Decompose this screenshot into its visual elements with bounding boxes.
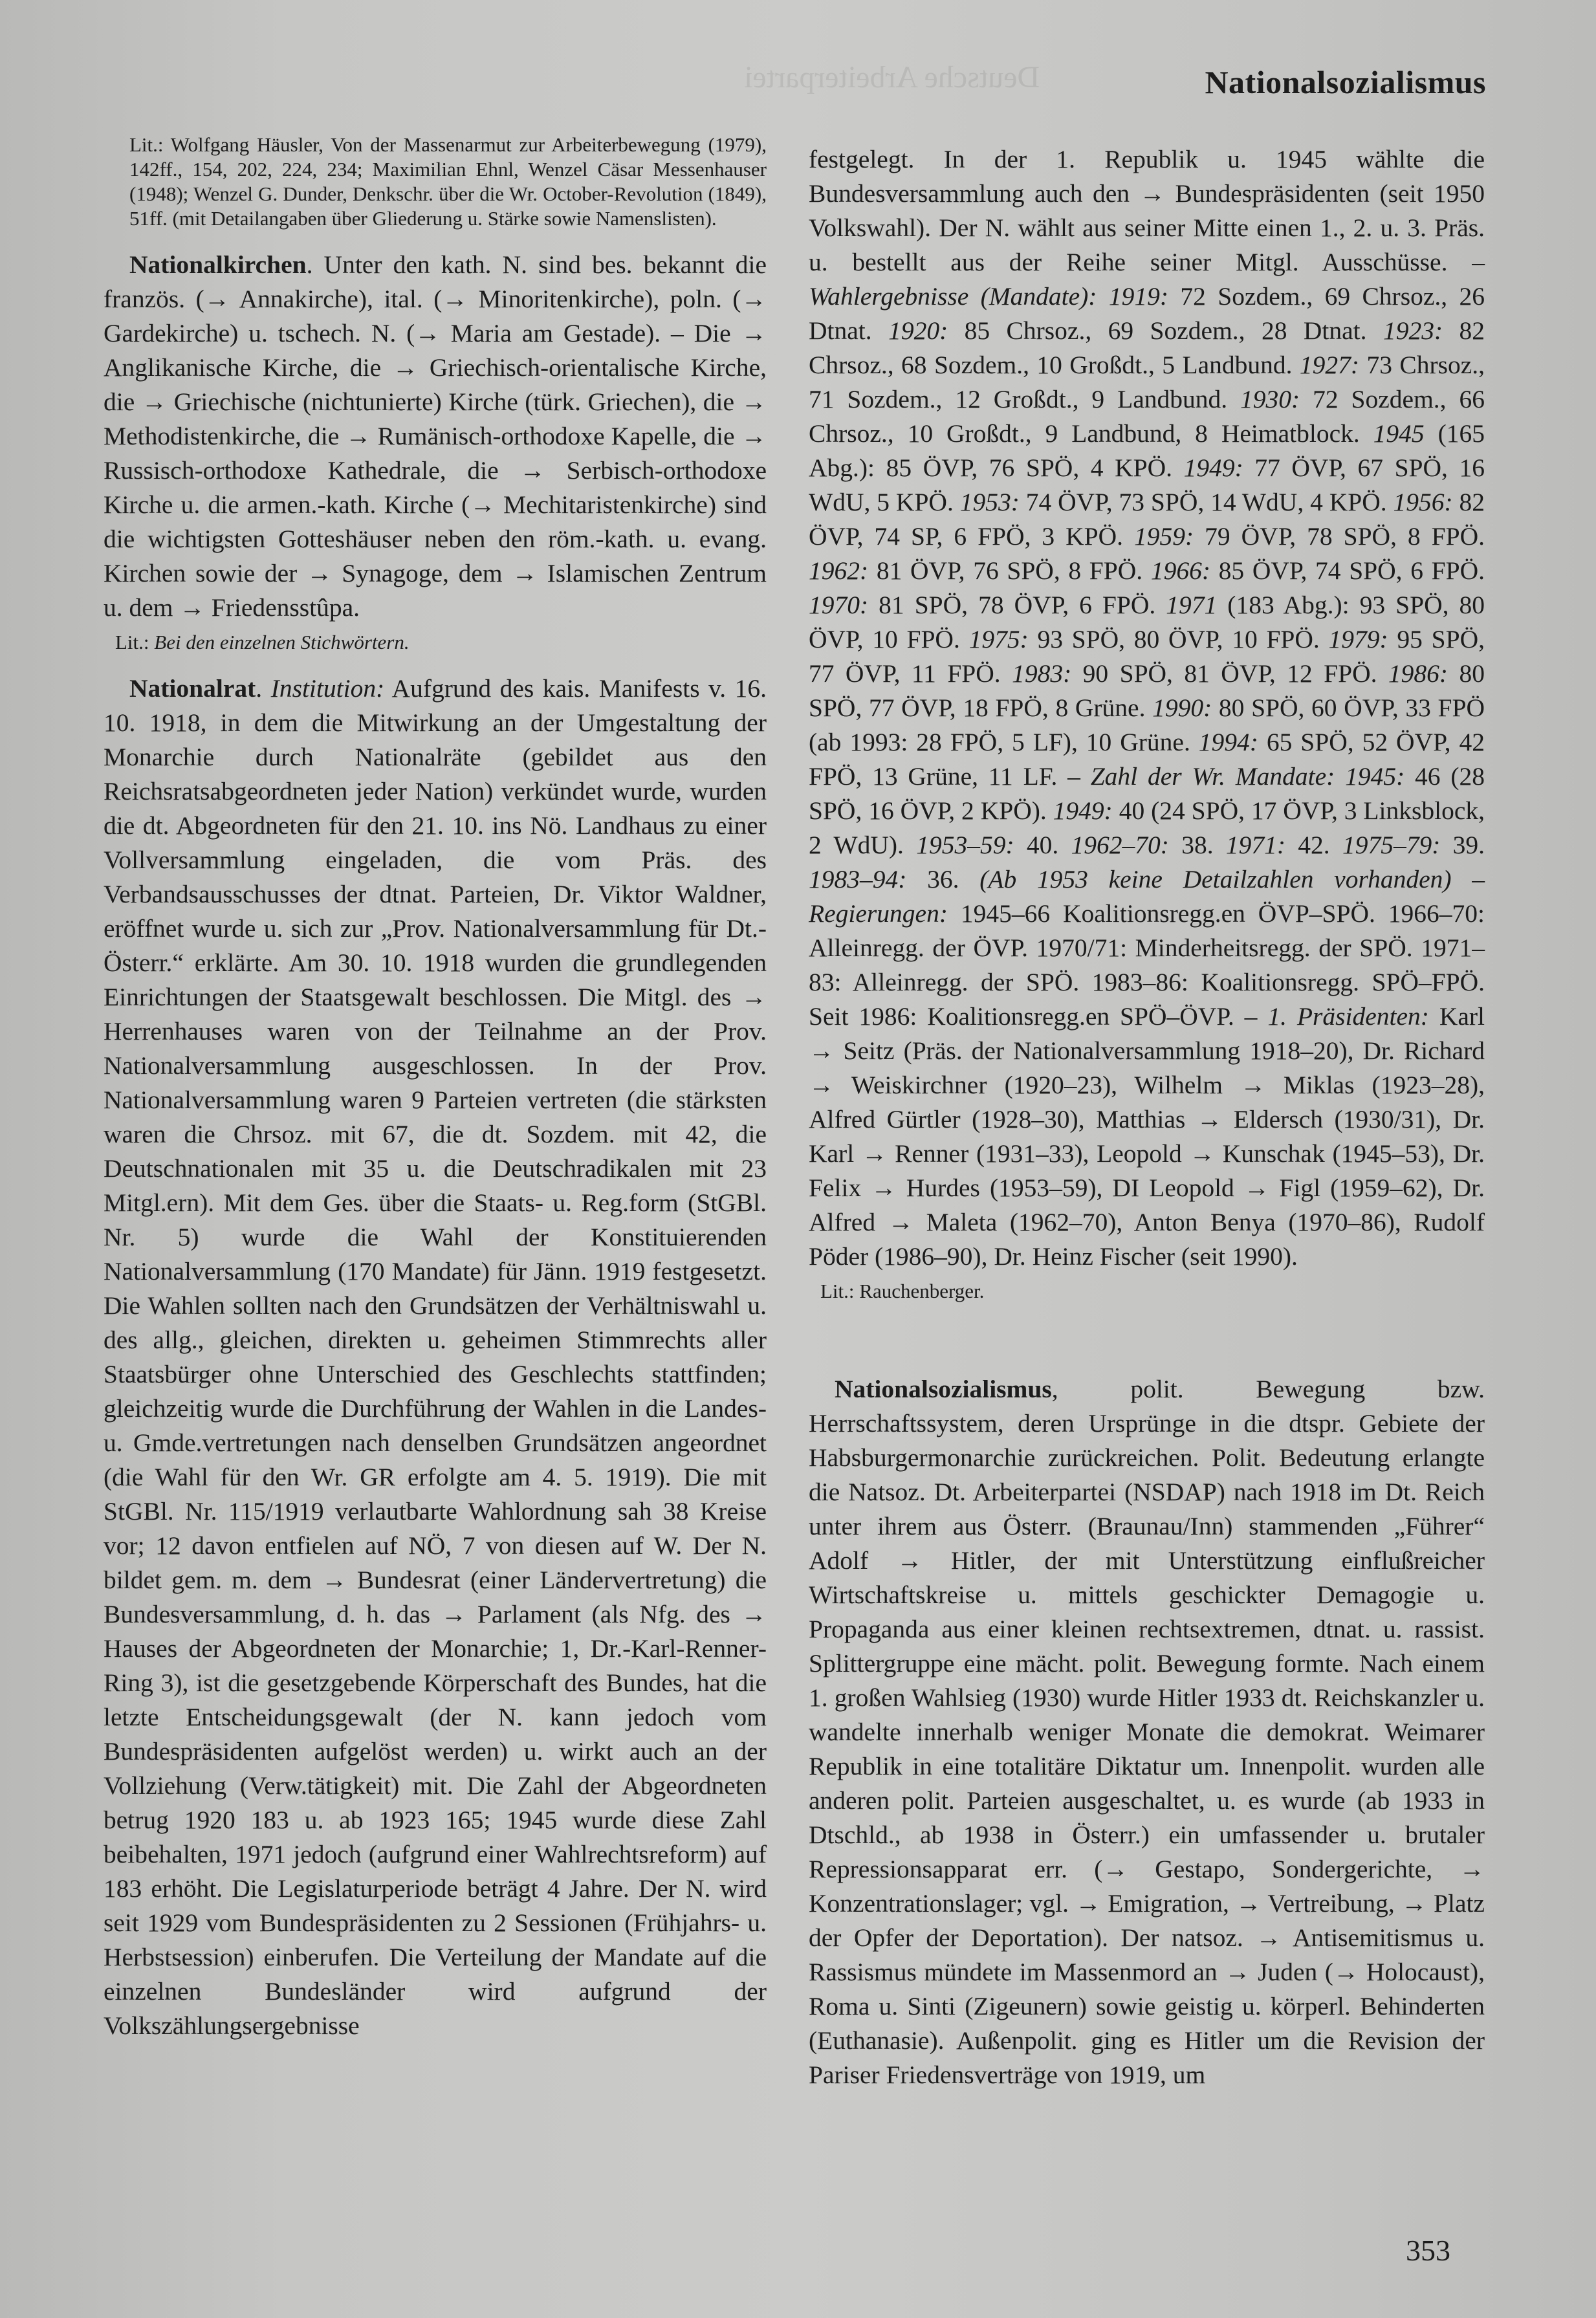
entry-text: 85 Chrsoz., 69 Sozdem., 28 Dtnat. [948, 316, 1383, 345]
bleed-through-text: Deutsche Arbeiterpartei [744, 60, 1040, 94]
year-label: 1983–94: [809, 865, 907, 893]
entry-nationalrat-continued [809, 142, 1485, 1274]
literature-note-kirchen [115, 630, 767, 655]
entry-text: 38. [1168, 831, 1226, 859]
entry-text: 85 ÖVP, 74 SPÖ, 6 FPÖ. [1210, 556, 1485, 585]
entry-text: 80 SPÖ, 77 ÖVP, 18 FPÖ, 8 Grüne. [809, 659, 1485, 722]
literature-text: Lit.: Rauchenberger. [820, 1280, 985, 1302]
entry-text: 65 SPÖ, 52 ÖVP, 42 FPÖ, 13 Grüne, 11 LF. – [809, 728, 1485, 791]
entry-text: 82 ÖVP, 74 SP, 6 FPÖ, 3 KPÖ. [809, 488, 1485, 551]
year-label: 1962: [809, 556, 869, 585]
entry-text: 81 SPÖ, 78 ÖVP, 6 FPÖ. [868, 591, 1166, 619]
entry-text: 73 Chrsoz., 71 Sozdem., 12 Großdt., 9 Landbund. [809, 351, 1485, 413]
headword: Nationalkirchen [129, 250, 307, 279]
section-label: Zahl der Wr. Mandate: 1945: [1090, 762, 1405, 791]
page-number: 353 [1406, 2234, 1450, 2267]
headword: Nationalrat [129, 674, 256, 703]
literature-note-nationalrat [820, 1279, 1485, 1304]
year-label: 1930: [1240, 385, 1300, 413]
year-label: 1953–59: [916, 831, 1014, 859]
year-label: 1975–79: [1342, 831, 1441, 859]
entry-text: 72 Sozdem., 69 Chrsoz., 26 Dtnat. [809, 282, 1485, 345]
year-label: 1975: [968, 625, 1029, 653]
year-label: 1949: [1053, 796, 1113, 825]
entry-text: (165 Abg.): 85 ÖVP, 76 SPÖ, 4 KPÖ. [809, 419, 1485, 482]
year-label: 1923: [1383, 316, 1443, 345]
entry-separator [809, 1320, 1485, 1372]
year-label: 1983: [1012, 659, 1072, 688]
section-label: Institution: [270, 674, 385, 703]
entry-text: 81 ÖVP, 76 SPÖ, 8 FPÖ. [868, 556, 1151, 585]
entry-text: Aufgrund des kais. Manifests v. 16. 10. 1918, in dem die Mitwirkung an der Umgestaltung der Monarchie durch Nationalräte (gebildet aus den Reichsratsabgeordneten jeder Nation) verkündet wurde, wurden die dt. Abgeordneten für den 21. 10. ins Nö. Landhaus zu einer Vollversammlung eingeladen, die vom Präs. des Verbandsausschusses der dtnat. Parteien, Dr. Viktor Waldner, eröffnet wurde u. sich zur „Prov. Nationalversammlung für Dt.-Österr.“ erklärte. Am 30. 10. 1918 wurden die grundlegenden Einrichtungen der Staatsgewalt beschlossen. Die Mitgl. des → Herrenhauses waren von der Teilnahme an der Prov. Nationalversammlung ausgeschlossen. In der Prov. Nationalversammlung waren 9 Parteien vertreten (die stärksten waren die Chrsoz. mit 67, die dt. Sozdem. mit 42, die Deutschnationalen mit 35 u. die Deutschradikalen mit 23 Mitgl.ern). Mit dem Ges. über die Staats- u. Reg.form (StGBl. Nr. 5) wurde die Wahl der Konstituierenden Nationalversammlung (170 Mandate) für Jänn. 1919 festgesetzt. Die Wahlen sollten nach den Grundsätzen der Verhältniswahl u. des allg., gleichen, direkten u. geheimen Stimmrechts aller Staatsbürger ohne Unterschied des Geschlechts stattfinden; gleichzeitig wurde die Durchführung der Wahlen in die Landes- u. Gmde.vertretungen nach denselben Grundsätzen angeordnet (die Wahl für den Wr. GR erfolgte am 4. 5. 1919). Die mit StGBl. Nr. 115/1919 verlautbarte Wahlordnung sah 38 Kreise vor; 12 davon entfielen auf NÖ, 7 von diesen auf W. Der N. bildet gem. m. dem → Bundesrat (einer Ländervertretung) die Bundesversammlung, d. h. das → Parlament (als Nfg. des → Hauses der Abgeordneten der Monarchie; 1, Dr.-Karl-Renner-Ring 3), ist die gesetzgebende Körperschaft des Bundes, hat die letzte Entscheidungsgewalt (der N. kann jedoch vom Bundespräsidenten aufgelöst werden) u. wirkt auch an der Vollziehung (Verw.tätigkeit) mit. Die Zahl der Abgeordneten betrug 1920 183 u. ab 1923 165; 1945 wurde diese Zahl beibehalten, 1971 jedoch (aufgrund einer Wahlrechtsreform) auf 183 erhöht. Die Legislaturperiode beträgt 4 Jahre. Der N. wird seit 1929 vom Bundespräsidenten zu 2 Sessionen (Frühjahrs- u. Herbstsession) einberufen. Die Verteilung der Mandate auf die einzelnen Bundesländer wird aufgrund der Volkszählungsergebnisse [104, 674, 767, 2040]
literature-text: Lit.: Wolfgang Häusler, Von der Massenarmut zur Arbeiterbewegung (1979), 142ff., 154, 202, 224, 234; Maximilian Ehnl, Wenzel Cäsar Messenhauser (1948); Wenzel G. Dunder, Denkschr. über die Wr. October-Revolution (1849), 51ff. (mit Detailangaben über Gliederung u. Stärke sowie Namenslisten). [129, 133, 767, 230]
literature-note-previous [104, 133, 767, 231]
entry-text: (183 Abg.): 93 SPÖ, 80 ÖVP, 10 FPÖ. [809, 591, 1485, 653]
entry-text: 42. [1285, 831, 1342, 859]
year-label: 1927: [1299, 351, 1360, 379]
section-label: Wahlergebnisse (Mandate): 1919: [809, 282, 1168, 311]
year-label: 1945 [1373, 419, 1425, 448]
year-label: 1994: [1198, 728, 1258, 756]
entry-text: 40. [1014, 831, 1071, 859]
entry-text: 46 (28 SPÖ, 16 ÖVP, 2 KPÖ). [809, 762, 1485, 825]
entry-nationalrat: Nationalrat. Institution: Aufgrund des kais. Manifests v. 16. 10. 1918, in dem die Mitwirkung an der Umgestaltung der Monarchie durch Nationalräte (gebildet aus den Reichsratsabgeordneten jeder Nation) verkündet wurde, wurden die dt. Abgeordneten für den 21. 10. ins Nö. Landhaus zu einer Vollversammlung eingeladen, die vom Präs. des Verbandsausschusses der dtnat. Parteien, Dr. Viktor Waldner, eröffnet wurde u. sich zur „Prov. Nationalversammlung für Dt.-Österr.“ erklärte. Am 30. 10. 1918 wurden die grundlegenden Einrichtungen der Staatsgewalt beschlossen. Die Mitgl. des → Herrenhauses waren von der Teilnahme an der Prov. Nationalversammlung ausgeschlossen. In der Prov. Nationalversammlung waren 9 Parteien vertreten (die stärksten waren die Chrsoz. mit 67, die dt. Sozdem. mit 42, die Deutschnationalen mit 35 u. die Deutschradikalen mit 23 Mitgl.ern). Mit dem Ges. über die Staats- u. Reg.form (StGBl. Nr. 5) wurde die Wahl der Konstituierenden Nationalversammlung (170 Mandate) für Jänn. 1919 festgesetzt. Die Wahlen sollten nach den Grundsätzen der Verhältniswahl u. des allg., gleichen, direkten u. geheimen Stimmrechts aller Staatsbürger ohne Unterschied des Geschlechts stattfinden; gleichzeitig wurde die Durchführung der Wahlen in die Landes- u. Gmde.vertretungen nach denselben Grundsätzen angeordnet (die Wahl für den Wr. GR erfolgte am 4. 5. 1919). Die mit StGBl. Nr. 115/1919 verlautbarte Wahlordnung sah 38 Kreise vor; 12 davon entfielen auf NÖ, 7 von diesen auf W. Der N. bildet gem. m. dem → Bundesrat (einer Ländervertretung) die Bundesversammlung, d. h. das → Parlament (als Nfg. des → Hauses der Abgeordneten der Monarchie; 1, Dr.-Karl-Renner-Ring 3), ist die gesetzgebende Körperschaft des Bundes, hat die letzte Entscheidungsgewalt (der N. kann jedoch vom Bundespräsidenten aufgelöst werden) u. wirkt auch an der Vollziehung (Verw.tätigkeit) mit. Die Zahl der Abgeordneten betrug 1920 183 u. ab 1923 165; 1945 wurde diese Zahl beibehalten, 1971 jedoch (aufgrund einer Wahlrechtsreform) auf 183 erhöht. Die Legislaturperiode beträgt 4 Jahre. Der N. wird seit 1929 vom Bundespräsidenten zu 2 Sessionen (Frühjahrs- u. Herbstsession) einberufen. Die Verteilung der Mandate auf die einzelnen Bundesländer wird aufgrund der Volkszählungsergebnisse [104, 674, 767, 2040]
year-label: 1990: [1152, 694, 1212, 722]
entry-text: , polit. Bewegung bzw. Herrschaftssystem, deren Ursprünge in die dtspr. Gebiete der Habsburgermonarchie zurückreichen. Polit. Bedeutung erlangte die Natsoz. Dt. Arbeiterpartei (NSDAP) nach 1918 im Dt. Reich unter ihrem aus Österr. (Braunau/Inn) stammenden „Führer“ Adolf → Hitler, der mit Unterstützung einflußreicher Wirtschaftskreise u. mittels geschickter Demagogie u. Propaganda aus einer kleinen rechtsextremen, dtnat. u. rassist. Splittergruppe eine mächt. polit. Bewegung formte. Nach einem 1. großen Wahlsieg (1930) wurde Hitler 1933 dt. Reichskanzler u. wandelte innerhalb weniger Monate die demokrat. Weimarer Republik in eine totalitäre Diktatur um. Innenpolit. wurden alle anderen polit. Parteien ausgeschaltet, u. es wurde (ab 1933 in Dtschld., ab 1938 in Österr.) ein umfassender u. brutaler Repressionsapparat err. (→ Gestapo, Sondergerichte, → Konzentrationslager; vgl. → Emigration, → Vertreibung, → Platz der Opfer der Deportation). Der natsoz. → Antisemitismus u. Rassismus mündete im Massenmord an → Juden (→ Holocaust), Roma u. Sinti (Zigeunern) sowie geistig u. körperl. Behinderten (Euthanasie). Außenpolit. ging es Hitler um die Revision der Pariser Friedensverträge von 1919, um [809, 1375, 1485, 2089]
headword: Nationalsozialismus [835, 1375, 1052, 1403]
year-label: 1959: [1134, 522, 1194, 551]
entry-text: 80 SPÖ, 60 ÖVP, 33 FPÖ (ab 1993: 28 FPÖ, 5 LF), 10 Grüne. [809, 694, 1485, 756]
year-label: 1970: [809, 591, 869, 619]
entry-text: 36. [906, 865, 980, 893]
entry-text: 90 SPÖ, 81 ÖVP, 12 FPÖ. [1071, 659, 1388, 688]
year-label: 1956: [1393, 488, 1453, 516]
section-label: 1. Präsidenten: [1267, 1002, 1429, 1031]
entry-text: 40 (24 SPÖ, 17 ÖVP, 3 Linksblock, 2 WdU). [809, 796, 1485, 859]
year-label: 1979: [1328, 625, 1388, 653]
year-label: 1986: [1388, 659, 1448, 688]
year-label: 1966: [1150, 556, 1210, 585]
year-label: 1971: [1225, 831, 1286, 859]
entry-nationalsozialismus [809, 1372, 1485, 2092]
year-label: 1920: [888, 316, 948, 345]
section-label: (Ab 1953 keine Detailzahlen vorhanden) – Regierungen: [809, 865, 1485, 928]
running-head: Nationalsozialismus [1205, 64, 1486, 100]
entry-text: 95 SPÖ, 77 ÖVP, 11 FPÖ. [809, 625, 1485, 688]
year-label: 1953: [959, 488, 1020, 516]
left-column [104, 133, 767, 2043]
entry-text: 79 ÖVP, 78 SPÖ, 8 FPÖ. [1194, 522, 1485, 551]
entry-text: 77 ÖVP, 67 SPÖ, 16 WdU, 5 KPÖ. [809, 454, 1485, 516]
year-label: 1949: [1183, 454, 1243, 482]
right-column [809, 142, 1485, 2092]
entry-text: 72 Sozdem., 66 Chrsoz., 10 Großdt., 9 Landbund, 8 Heimatblock. [809, 385, 1485, 448]
entry-text: 82 Chrsoz., 68 Sozdem., 10 Großdt., 5 Landbund. [809, 316, 1485, 379]
entry-nationalkirchen [104, 248, 767, 625]
entry-text: 93 SPÖ, 80 ÖVP, 10 FPÖ. [1028, 625, 1329, 653]
literature-label: Lit.: [115, 631, 155, 653]
year-label: 1971 [1166, 591, 1218, 619]
entry-text: 1945–66 Koalitionsregg.en ÖVP–SPÖ. 1966–70: Alleinregg. der ÖVP. 1970/71: Minderheitsregg. der SPÖ. 1971–83: Alleinregg. der SPÖ. 1983–86: Koalitionsregg. SPÖ–FPÖ. Seit 1986: Koalitionsregg.en SPÖ–ÖVP. – [809, 899, 1485, 1031]
entry-text: Karl → Seitz (Präs. der Nationalversammlung 1918–20), Dr. Richard → Weiskirchner (1920–23), Wilhelm → Miklas (1923–28), Alfred Gürtler (1928–30), Matthias → Eldersch (1930/31), Dr. Karl → Renner (1931–33), Leopold → Kunschak (1945–53), Dr. Felix → Hurdes (1953–59), DI Leopold → Figl (1959–62), Dr. Alfred → Maleta (1962–70), Anton Benya (1970–86), Rudolf Pöder (1986–90), Dr. Heinz Fischer (seit 1990). [809, 1002, 1485, 1271]
year-label: 1962–70: [1071, 831, 1169, 859]
entry-text: 39. [1440, 831, 1485, 859]
entry-text: 74 ÖVP, 73 SPÖ, 14 WdU, 4 KPÖ. [1019, 488, 1394, 516]
literature-text: Bei den einzelnen Stichwörtern. [154, 631, 410, 653]
entry-text: festgelegt. In der 1. Republik u. 1945 wählte die Bundesversammlung auch den → Bundespräsidenten (seit 1950 Volkswahl). Der N. wählt aus seiner Mitte einen 1., 2. u. 3. Präs. u. bestellt aus der Reihe seiner Mitgl. Ausschüsse. – [809, 145, 1485, 276]
entry-text: . Unter den kath. N. sind bes. bekannt die französ. (→ Annakirche), ital. (→ Minoritenkirche), poln. (→ Gardekirche) u. tschech. N. (→ Maria am Gestade). – Die → Anglikanische Kirche, die → Griechisch-orientalische Kirche, die → Griechische (nichtunierte) Kirche (türk. Griechen), die → Methodistenkirche, die → Rumänisch-orthodoxe Kapelle, die → Russisch-orthodoxe Kathedrale, die → Serbisch-orthodoxe Kirche u. die armen.-kath. Kirche (→ Mechitaristenkirche) sind die wichtigsten Gotteshäuser neben den röm.-kath. u. evang. Kirchen sowie der → Synagoge, dem → Islamischen Zentrum u. dem → Friedensstûpa. [104, 250, 767, 622]
